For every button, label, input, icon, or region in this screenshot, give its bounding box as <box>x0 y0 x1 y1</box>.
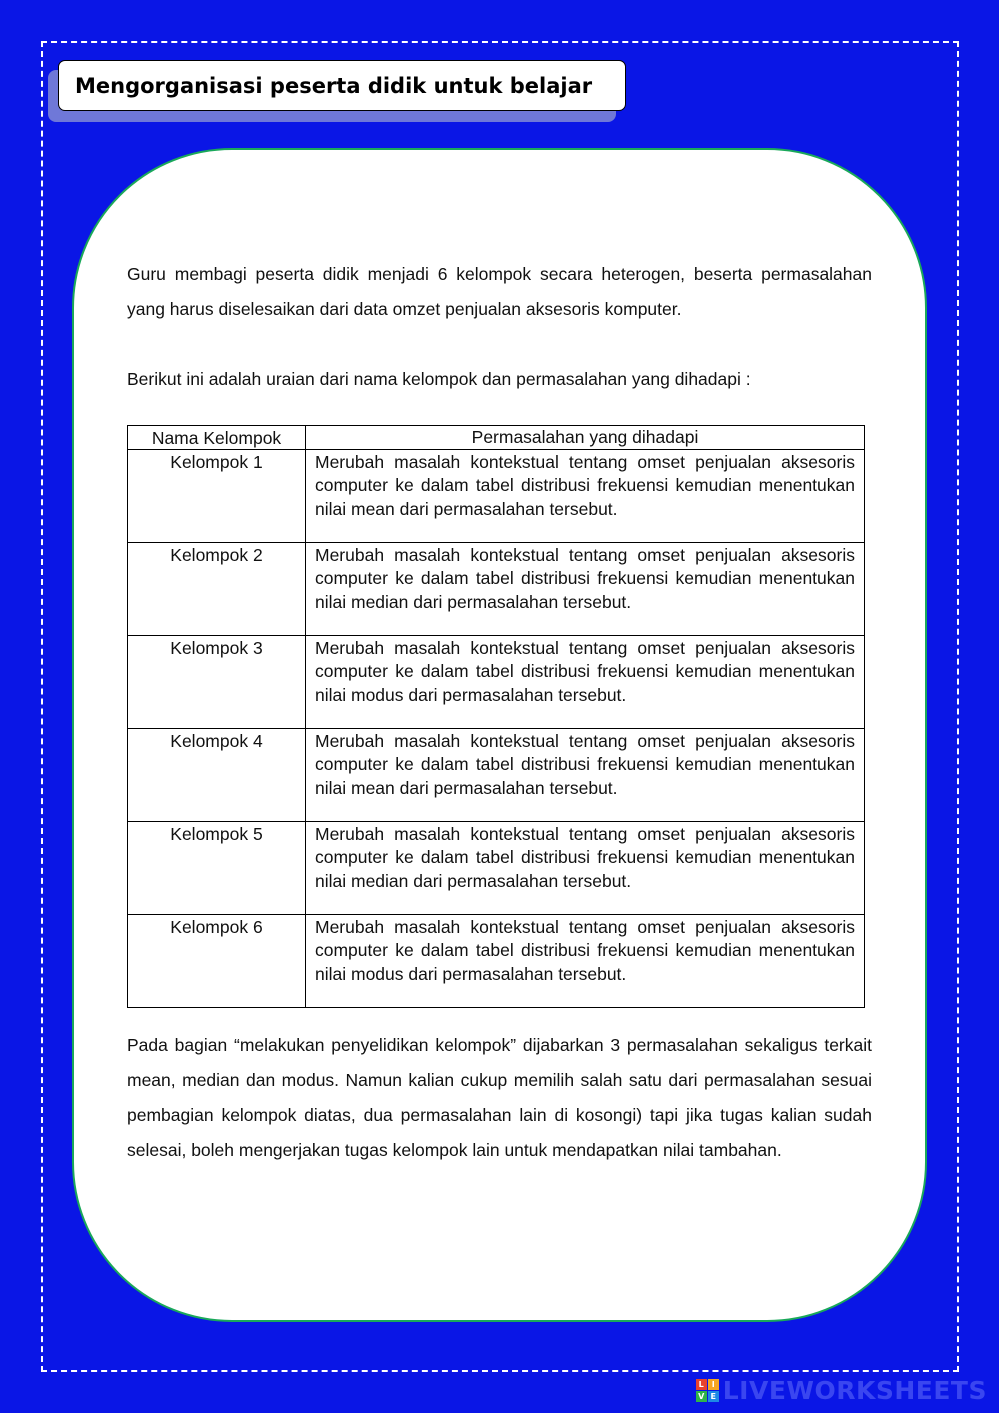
liveworksheets-brand[interactable] <box>696 1376 987 1405</box>
liveworksheets-logo-icon <box>696 1379 719 1402</box>
group-problem: Merubah masalah kontekstual tentang omset penjualan aksesoris computer ke dalam tabel distribusi frekuensi kemudian menentukan nilai modus dari permasalahan tersebut. <box>306 636 865 729</box>
table-row <box>128 543 865 636</box>
logo-letter: E <box>708 1391 719 1402</box>
outro-paragraph: Pada bagian “melakukan penyelidikan kelompok” dijabarkan 3 permasalahan sekaligus terkait mean, median dan modus. Namun kalian cukup memilih salah satu dari permasalahan sesuai pembagian kelompok diatas, dua permasalahan lain di kosongi) tapi jika tugas kalian sudah selesai, boleh mengerjakan tugas kelompok lain untuk mendapatkan nilai tambahan. <box>127 1035 872 1160</box>
group-table <box>127 425 865 1008</box>
header-problem: Permasalahan yang dihadapi <box>306 426 865 450</box>
table-row <box>128 915 865 1008</box>
group-name: Kelompok 6 <box>128 915 306 1008</box>
lead-paragraph: Berikut ini adalah uraian dari nama kelompok dan permasalahan yang dihadapi : <box>127 369 751 389</box>
logo-letter: I <box>708 1379 719 1390</box>
group-name: Kelompok 3 <box>128 636 306 729</box>
table-row <box>128 729 865 822</box>
table-row <box>128 822 865 915</box>
page-title: Mengorganisasi peserta didik untuk belajar <box>58 60 626 111</box>
group-problem: Merubah masalah kontekstual tentang omset penjualan aksesoris computer ke dalam tabel distribusi frekuensi kemudian menentukan nilai median dari permasalahan tersebut. <box>306 543 865 636</box>
group-name: Kelompok 1 <box>128 450 306 543</box>
group-name: Kelompok 4 <box>128 729 306 822</box>
table-header-row <box>128 426 865 450</box>
intro-paragraph: Guru membagi peserta didik menjadi 6 kelompok secara heterogen, beserta permasalahan yang harus diselesaikan dari data omzet penjualan aksesoris komputer. <box>127 264 872 319</box>
group-problem: Merubah masalah kontekstual tentang omset penjualan aksesoris computer ke dalam tabel distribusi frekuensi kemudian menentukan nilai modus dari permasalahan tersebut. <box>306 915 865 1008</box>
group-problem: Merubah masalah kontekstual tentang omset penjualan aksesoris computer ke dalam tabel distribusi frekuensi kemudian menentukan nilai mean dari permasalahan tersebut. <box>306 729 865 822</box>
logo-letter: L <box>696 1379 707 1390</box>
group-name: Kelompok 5 <box>128 822 306 915</box>
group-name: Kelompok 2 <box>128 543 306 636</box>
group-problem: Merubah masalah kontekstual tentang omset penjualan aksesoris computer ke dalam tabel distribusi frekuensi kemudian menentukan nilai mean dari permasalahan tersebut. <box>306 450 865 543</box>
table-row <box>128 636 865 729</box>
brand-text: LIVEWORKSHEETS <box>722 1376 987 1405</box>
header-group-name: Nama Kelompok <box>128 426 306 450</box>
table-row <box>128 450 865 543</box>
group-problem: Merubah masalah kontekstual tentang omset penjualan aksesoris computer ke dalam tabel distribusi frekuensi kemudian menentukan nilai median dari permasalahan tersebut. <box>306 822 865 915</box>
logo-letter: V <box>696 1391 707 1402</box>
